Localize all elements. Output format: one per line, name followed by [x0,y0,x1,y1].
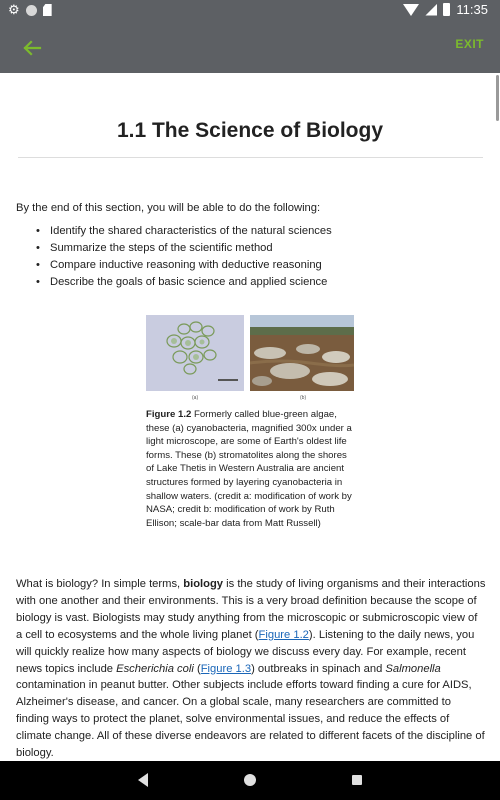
app-bar [0,22,500,73]
body-paragraph [16,576,486,761]
status-time: 11:35 [456,2,488,17]
circle-notification-icon [26,5,37,16]
title-divider [18,157,483,158]
objective-item: • Compare inductive reasoning with deductive reasoning [50,257,480,274]
paragraph-text: ). Listening to the daily news, you will quickly realize how many aspects of biology we discuss every day. For example, recent news topics include [16,628,475,675]
nav-recents-square-icon[interactable] [352,775,362,785]
sd-card-icon [43,4,52,16]
cyanobacteria-micrograph-image[interactable] [146,315,244,391]
wifi-icon [403,4,419,16]
scrollbar[interactable] [496,75,499,121]
figure-1-3-link[interactable]: Figure 1.3 [200,662,252,675]
reader-content[interactable] [0,73,500,761]
figure-label-a: (a) [192,395,199,401]
italic-term-ecoli: Escherichia coli [116,662,194,675]
key-term-biology: biology [183,578,224,590]
status-bar [0,0,500,22]
paragraph-text: contamination in peanut butter. Other subjects include efforts toward finding a cure for AIDS, Alzheimer's disease, and cancer. On a global scale, many researchers are committed to finding ways to protect the planet, solve environmental issues, and reduce the effects of climate change. All of these diverse endeavors are related to different facets of the discipline of biology. [16,679,485,760]
objectives-intro: By the end of this section, you will be able to do the following: [16,202,321,214]
paragraph-text: ) outbreaks in spinach and [251,662,386,675]
battery-icon [443,3,450,16]
figure-label-b: (b) [300,395,307,401]
figure-caption-text: Formerly called blue-green algae, these (a) cyanobacteria, magnified 300x under a light microscope, are some of Earth's oldest life forms. These (b) stromatolites along the shores of Lake Thetis in Western Australia are ancient structures formed by layering cyanobacteria in shallow waters. (credit a: modification of work by NASA; credit b: modification of work by Ruth Ellison; scale-bar data from Matt Russell) [146,409,352,529]
paragraph-text: is the study of living organisms and their interactions with one another and their environments. This is a very broad definition because the scope of biology is vast. Biologists may study anything from the microscopic or submicroscopic view of a cell to ecosystems and the whole living planet ( [16,578,486,641]
figure-1-2-link[interactable]: Figure 1.2 [258,628,309,641]
italic-term-salmonella: Salmonella [385,662,441,675]
objective-item: • Identify the shared characteristics of the natural sciences [50,223,480,240]
nav-back-triangle-icon[interactable] [138,773,148,787]
exit-button[interactable]: EXIT [455,37,484,51]
status-right-icons [403,2,488,17]
paragraph-text: ( [193,662,201,675]
status-left-icons [8,3,52,17]
learning-objectives-list [50,223,480,291]
back-button[interactable] [18,34,46,62]
system-nav-bar [0,761,500,800]
figure-caption-label: Figure 1.2 [146,409,192,420]
signal-icon [425,4,437,16]
paragraph-text: What is biology? In simple terms, [16,578,184,590]
stromatolites-photo-image[interactable] [250,315,354,391]
objective-item: • Summarize the steps of the scientific method [50,240,480,257]
settings-gear-icon: ⚙ [8,2,20,17]
arrow-left-icon [18,34,46,62]
nav-home-circle-icon[interactable] [244,774,256,786]
figure-caption [146,408,354,530]
objective-item: • Describe the goals of basic science and applied science [50,274,480,291]
page-title: 1.1 The Science of Biology [116,119,384,142]
